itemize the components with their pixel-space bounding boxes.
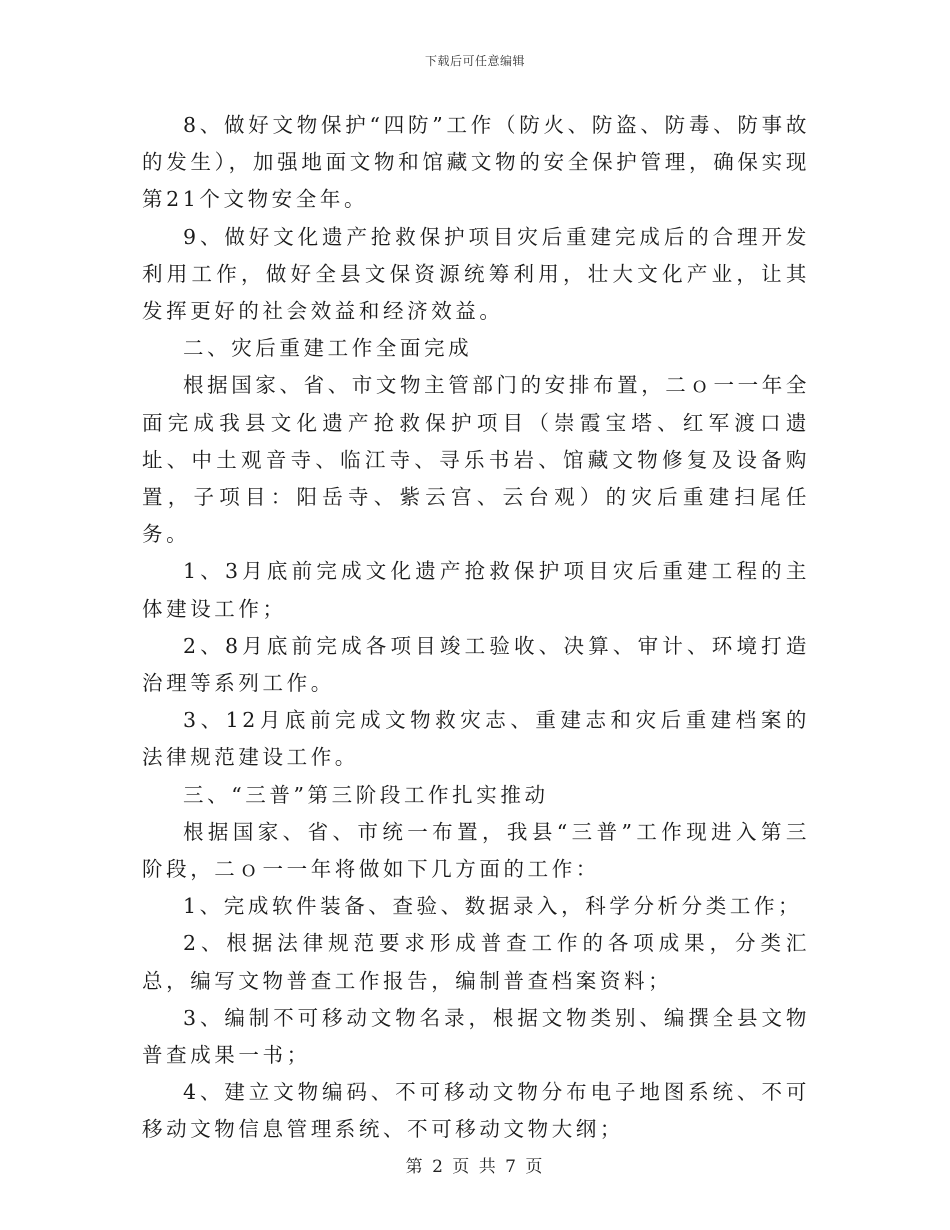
list-item-2-1: 1、3月底前完成文化遗产抢救保护项目灾后重建工程的主体建设工作； [142, 559, 810, 621]
page-number: 第 2 页 共 7 页 [405, 1157, 545, 1177]
header-note: 下载后可任意编辑 [424, 54, 525, 68]
list-item-2-3: 3、12月底前完成文物救灾志、重建志和灾后重建档案的法律规范建设工作。 [142, 708, 810, 770]
list-item-3-1: 1、完成软件装备、查验、数据录入，科学分析分类工作； [183, 894, 803, 919]
list-item-3-3: 3、编制不可移动文物名录，根据文物类别、编撰全县文物普查成果一书； [142, 1005, 810, 1068]
document-body [142, 107, 810, 1149]
paragraph-item-9: 9、做好文化遗产抢救保护项目灾后重建完成后的合理开发利用工作，做好全县文保资源统筹利用，壮大文化产业，让其发挥更好的社会效益和经济效益。 [142, 224, 810, 324]
list-item-3-2: 2、根据法律规范要求形成普查工作的各项成果，分类汇总，编写文物普查工作报告，编制普查档案资料； [142, 931, 810, 993]
section-intro-3: 根据国家、省、市统一布置，我县“三普”工作现进入第三阶段，二ｏ一一年将做如下几方面的工作： [142, 819, 810, 882]
paragraph-item-8: 8、做好文物保护“四防”工作（防火、防盗、防毒、防事故的发生），加强地面文物和馆藏文物的安全保护管理，确保实现第21个文物安全年。 [142, 113, 810, 212]
section-heading-2: 二、灾后重建工作全面完成 [183, 336, 473, 361]
section-heading-3: 三、“三普”第三阶段工作扎实推动 [183, 782, 549, 807]
section-intro-2: 根据国家、省、市文物主管部门的安排布置，二ｏ一一年全面完成我县文化遗产抢救保护项目（崇霞宝塔、红军渡口遗址、中土观音寺、临江寺、寻乐书岩、馆藏文物修复及设备购置，子项目：阳岳寺、紫云宫、云台观）的灾后重建扫尾任务。 [142, 373, 810, 547]
list-item-3-4: 4、建立文物编码、不可移动文物分布电子地图系统、不可移动文物信息管理系统、不可移动文物大纲； [142, 1080, 810, 1142]
list-item-2-2: 2、8月底前完成各项目竣工验收、决算、审计、环境打造治理等系列工作。 [142, 633, 810, 696]
